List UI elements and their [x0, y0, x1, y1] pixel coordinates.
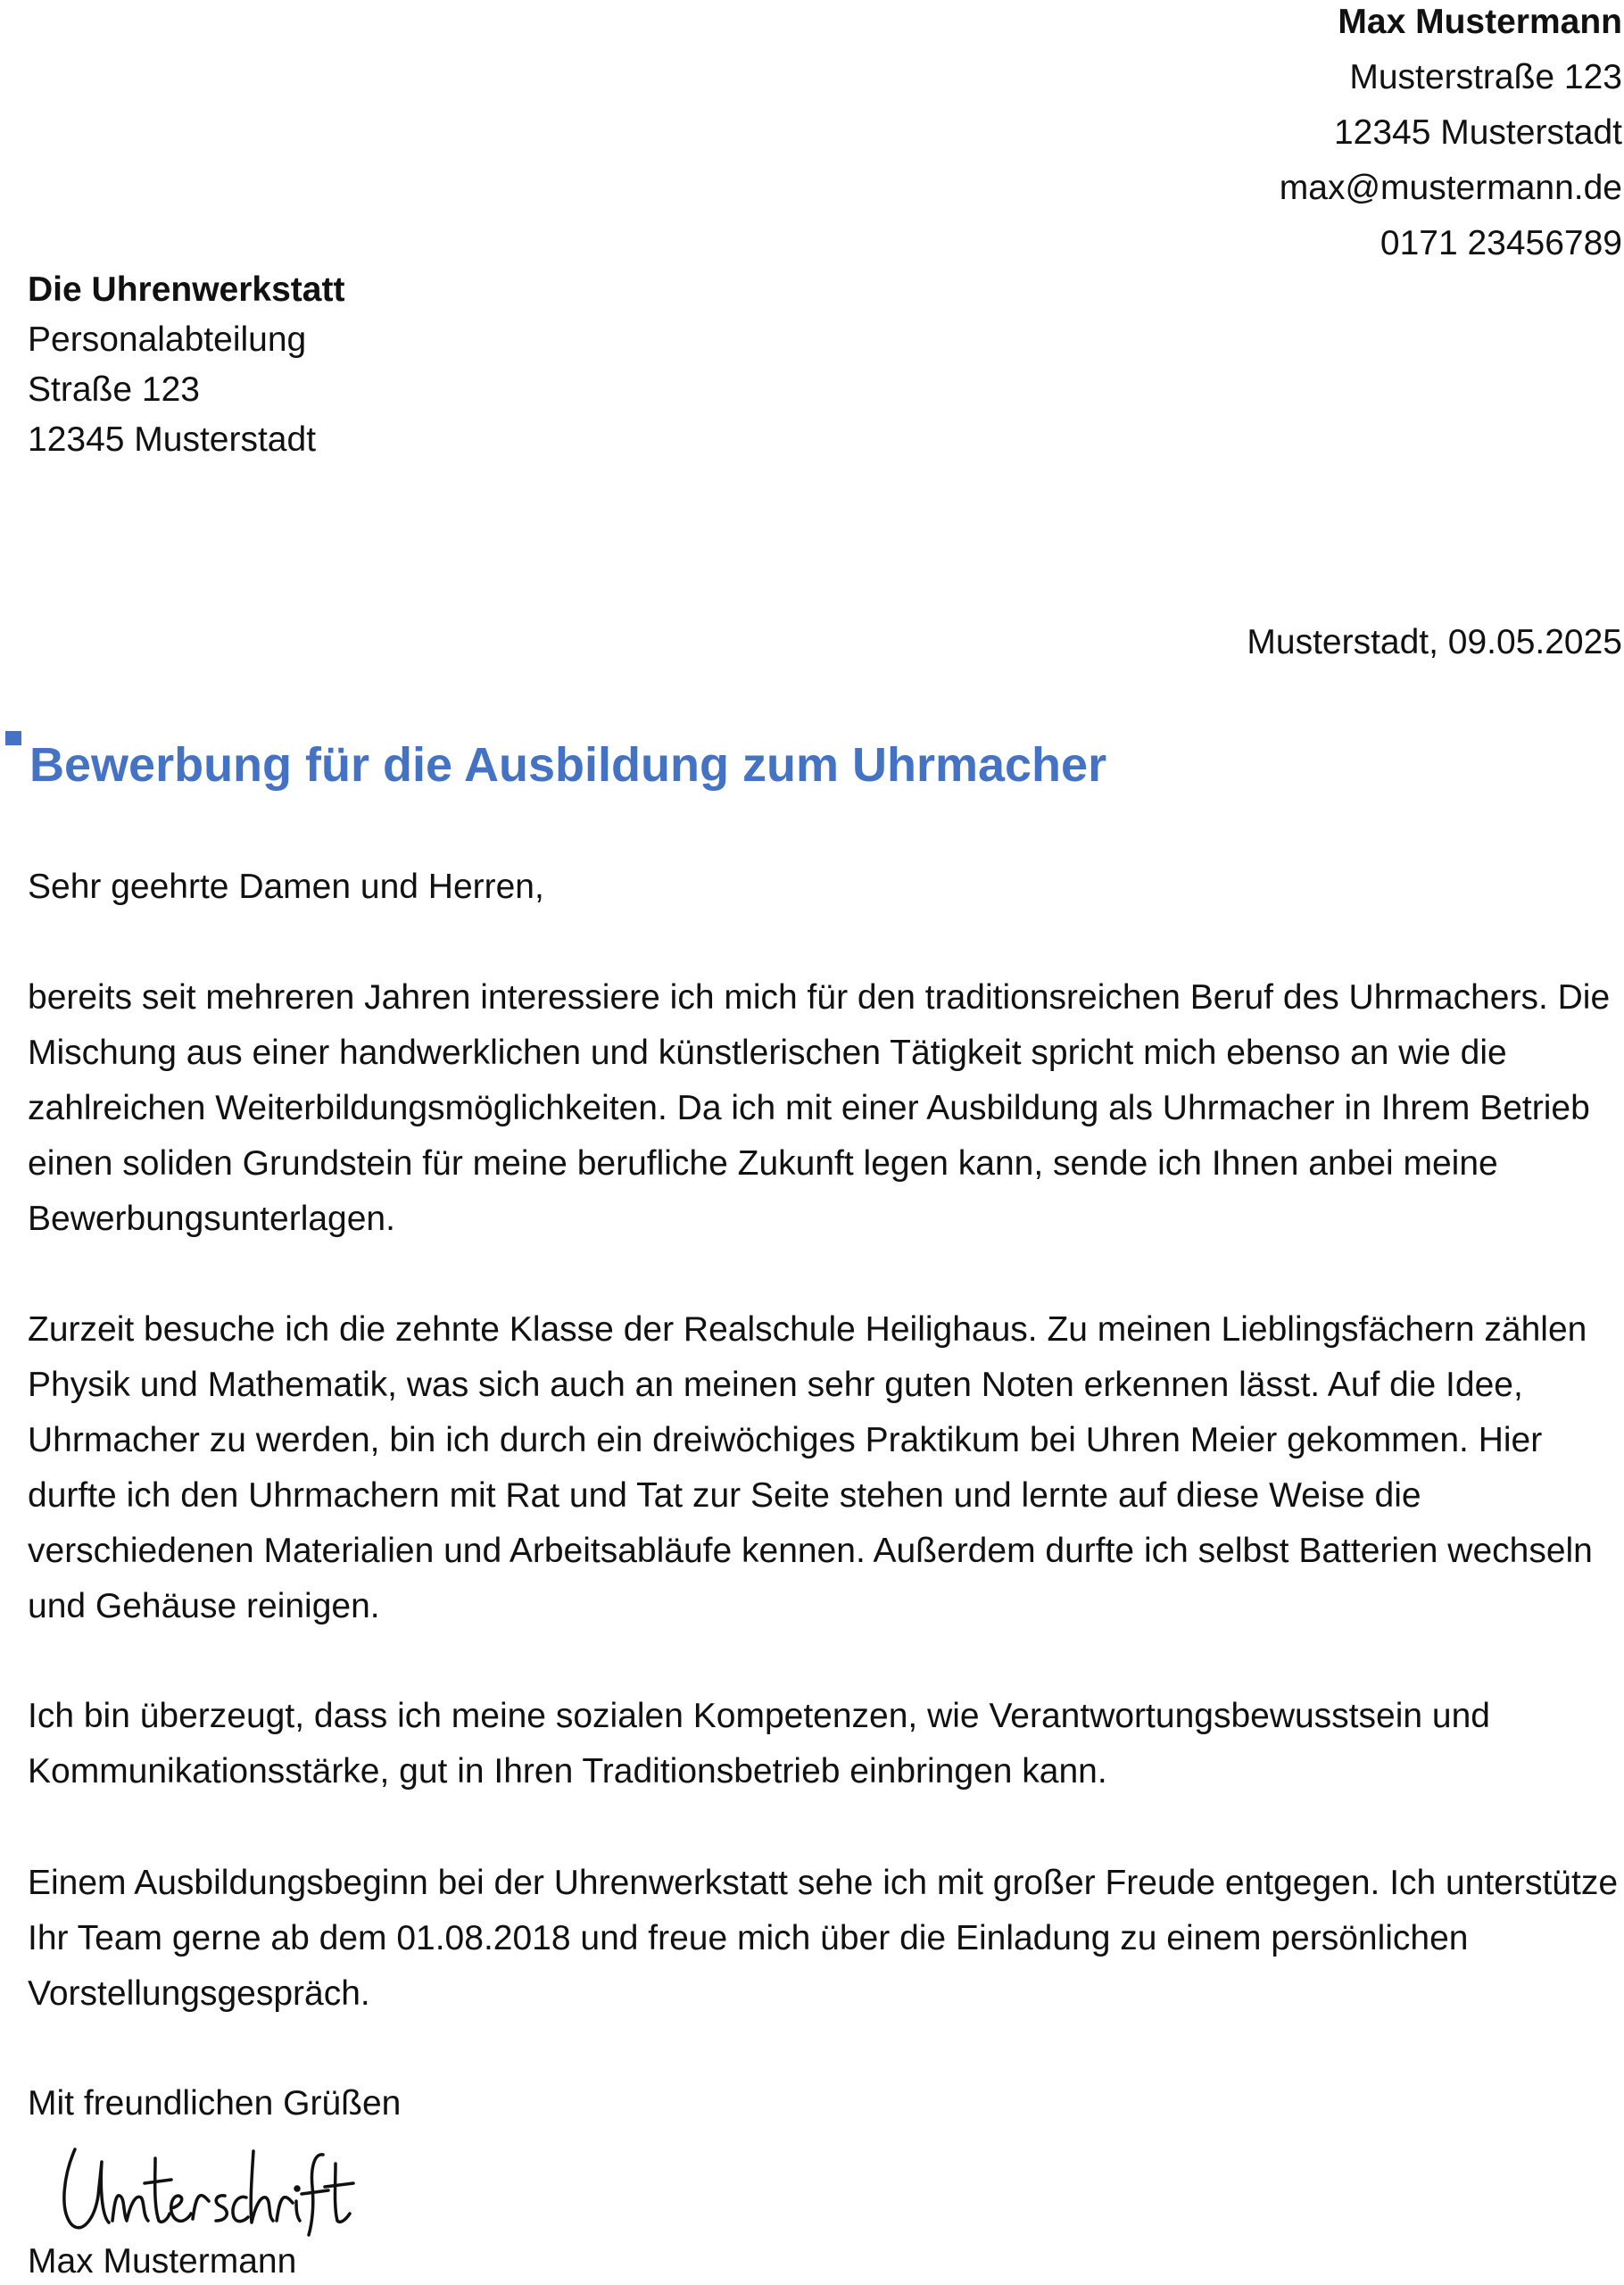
body-paragraph-1: bereits seit mehreren Jahren interessiere ich mich für den traditionsreichen Beruf des Uhrmachers. Die Mischung aus einer handwerklichen und künstlerischen Tätigkeit spricht mich ebenso an wie die zahlreichen Weiterbildungsmöglichkeiten. Da ich mit einer Ausbildung als Uhrmacher in Ihrem Betrieb einen soliden Grundstein für meine berufliche Zukunft legen kann, sende ich Ihnen anbei meine Bewerbungsunterlagen.: [28, 978, 1611, 1238]
handwritten-signature: [55, 2142, 359, 2240]
sender-phone: 0171 23456789: [1380, 224, 1622, 262]
sender-name: Max Mustermann: [1338, 3, 1622, 41]
recipient-department: Personalabteilung: [28, 320, 307, 359]
salutation: Sehr geehrte Damen und Herren,: [28, 868, 544, 906]
signer-name: Max Mustermann: [28, 2242, 297, 2281]
sender-address-block: [1280, 0, 1622, 271]
body-paragraph-4: Einem Ausbildungsbeginn bei der Uhrenwerkstatt sehe ich mit großer Freude entgegen. Ich unterstütze Ihr Team gerne ab dem 01.08.2018 und freue mich über die Einladung zu einem persönlichen Vorstellungsgespräch.: [28, 1864, 1619, 2013]
closing-phrase: Mit freundlichen Grüßen: [28, 2084, 402, 2123]
letter-subject: Bewerbung für die Ausbildung zum Uhrmacher: [29, 738, 1107, 792]
recipient-city: 12345 Musterstadt: [28, 420, 317, 459]
place-and-date: Musterstadt, 09.05.2025: [1247, 623, 1622, 661]
sender-city: 12345 Musterstadt: [1333, 113, 1622, 152]
recipient-street: Straße 123: [28, 370, 200, 409]
sender-email: max@mustermann.de: [1279, 169, 1622, 207]
recipient-address-block: [28, 265, 344, 465]
body-paragraph-3: Ich bin überzeugt, dass ich meine sozialen Kompetenzen, wie Verantwortungsbewusstsein und Kommunikationsstärke, gut in Ihren Traditionsbetrieb einbringen kann.: [28, 1697, 1490, 1791]
recipient-company: Die Uhrenwerkstatt: [28, 270, 345, 309]
sender-street: Musterstraße 123: [1349, 58, 1622, 96]
body-paragraph-2: Zurzeit besuche ich die zehnte Klasse der Realschule Heilighaus. Zu meinen Lieblingsfächern zählen Physik und Mathematik, was sich auch an meinen sehr guten Noten erkennen lässt. Auf die Idee, Uhrmacher zu werden, bin ich durch ein dreiwöchiges Praktikum bei Uhren Meier gekommen. Hier durfte ich den Uhrmachern mit Rat und Tat zur Seite stehen und lernte auf diese Weise die verschiedenen Materialien und Arbeitsabläufe kennen. Außerdem durfte ich selbst Batterien wechseln und Gehäuse reinigen.: [28, 1310, 1593, 1625]
heading-marker-icon: [5, 731, 21, 745]
